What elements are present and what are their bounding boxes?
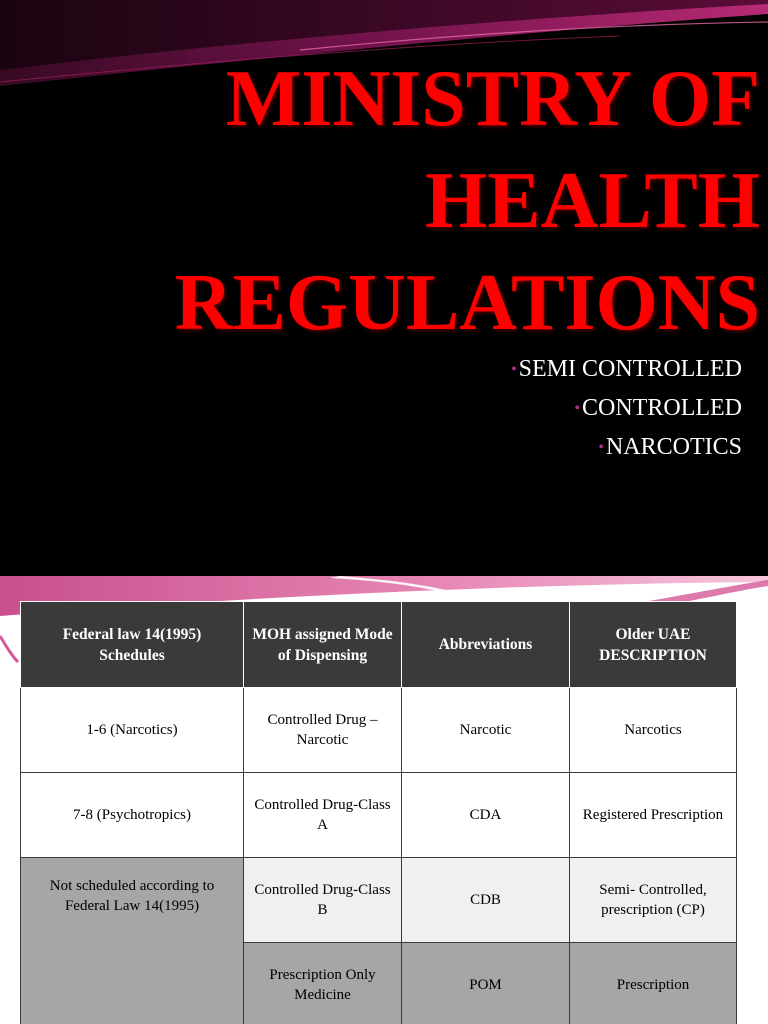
title-line: REGULATIONS	[174, 259, 760, 347]
slide-title	[60, 48, 760, 354]
table-cell: 1-6 (Narcotics)	[21, 688, 244, 773]
bullet-text: SEMI CONTROLLED	[518, 356, 742, 382]
column-header: Abbreviations	[402, 602, 570, 688]
table-cell: CDA	[402, 773, 570, 858]
table-cell: 7-8 (Psychotropics)	[21, 773, 244, 858]
table-cell: POM	[402, 943, 570, 1024]
table-cell: Prescription	[570, 943, 737, 1024]
bullet-item	[342, 389, 742, 428]
title-line: MINISTRY OF	[225, 55, 760, 143]
bullet-item	[342, 428, 742, 467]
column-header: MOH assigned Mode of Dispensing	[244, 602, 402, 688]
table-cell: Controlled Drug-Class B	[244, 858, 402, 943]
table-cell: Semi- Controlled, prescription (CP)	[570, 858, 737, 943]
regulations-table	[20, 601, 737, 1024]
table-cell: Controlled Drug – Narcotic	[244, 688, 402, 773]
table-cell: Registered Prescription	[570, 773, 737, 858]
table-row	[21, 688, 737, 773]
title-line: HEALTH	[425, 157, 760, 245]
table-cell: Not scheduled according to Federal Law 14(1995)	[21, 858, 244, 1024]
table-cell: Narcotics	[570, 688, 737, 773]
bullet-dot-icon: •	[598, 439, 604, 456]
table-row	[21, 773, 737, 858]
table-row	[21, 858, 737, 943]
table-header-row	[21, 602, 737, 688]
bullet-item	[342, 350, 742, 389]
table-cell: Controlled Drug-Class A	[244, 773, 402, 858]
table-cell: Prescription Only Medicine	[244, 943, 402, 1024]
column-header: Older UAE DESCRIPTION	[570, 602, 737, 688]
table-slide	[0, 576, 768, 1024]
bullet-text: NARCOTICS	[605, 434, 742, 460]
table-cell: CDB	[402, 858, 570, 943]
bullet-list	[342, 350, 742, 467]
bullet-dot-icon: •	[511, 361, 517, 378]
table-cell: Narcotic	[402, 688, 570, 773]
bullet-dot-icon: •	[574, 400, 581, 417]
column-header: Federal law 14(1995) Schedules	[21, 602, 244, 688]
bullet-text: CONTROLLED	[582, 395, 742, 421]
